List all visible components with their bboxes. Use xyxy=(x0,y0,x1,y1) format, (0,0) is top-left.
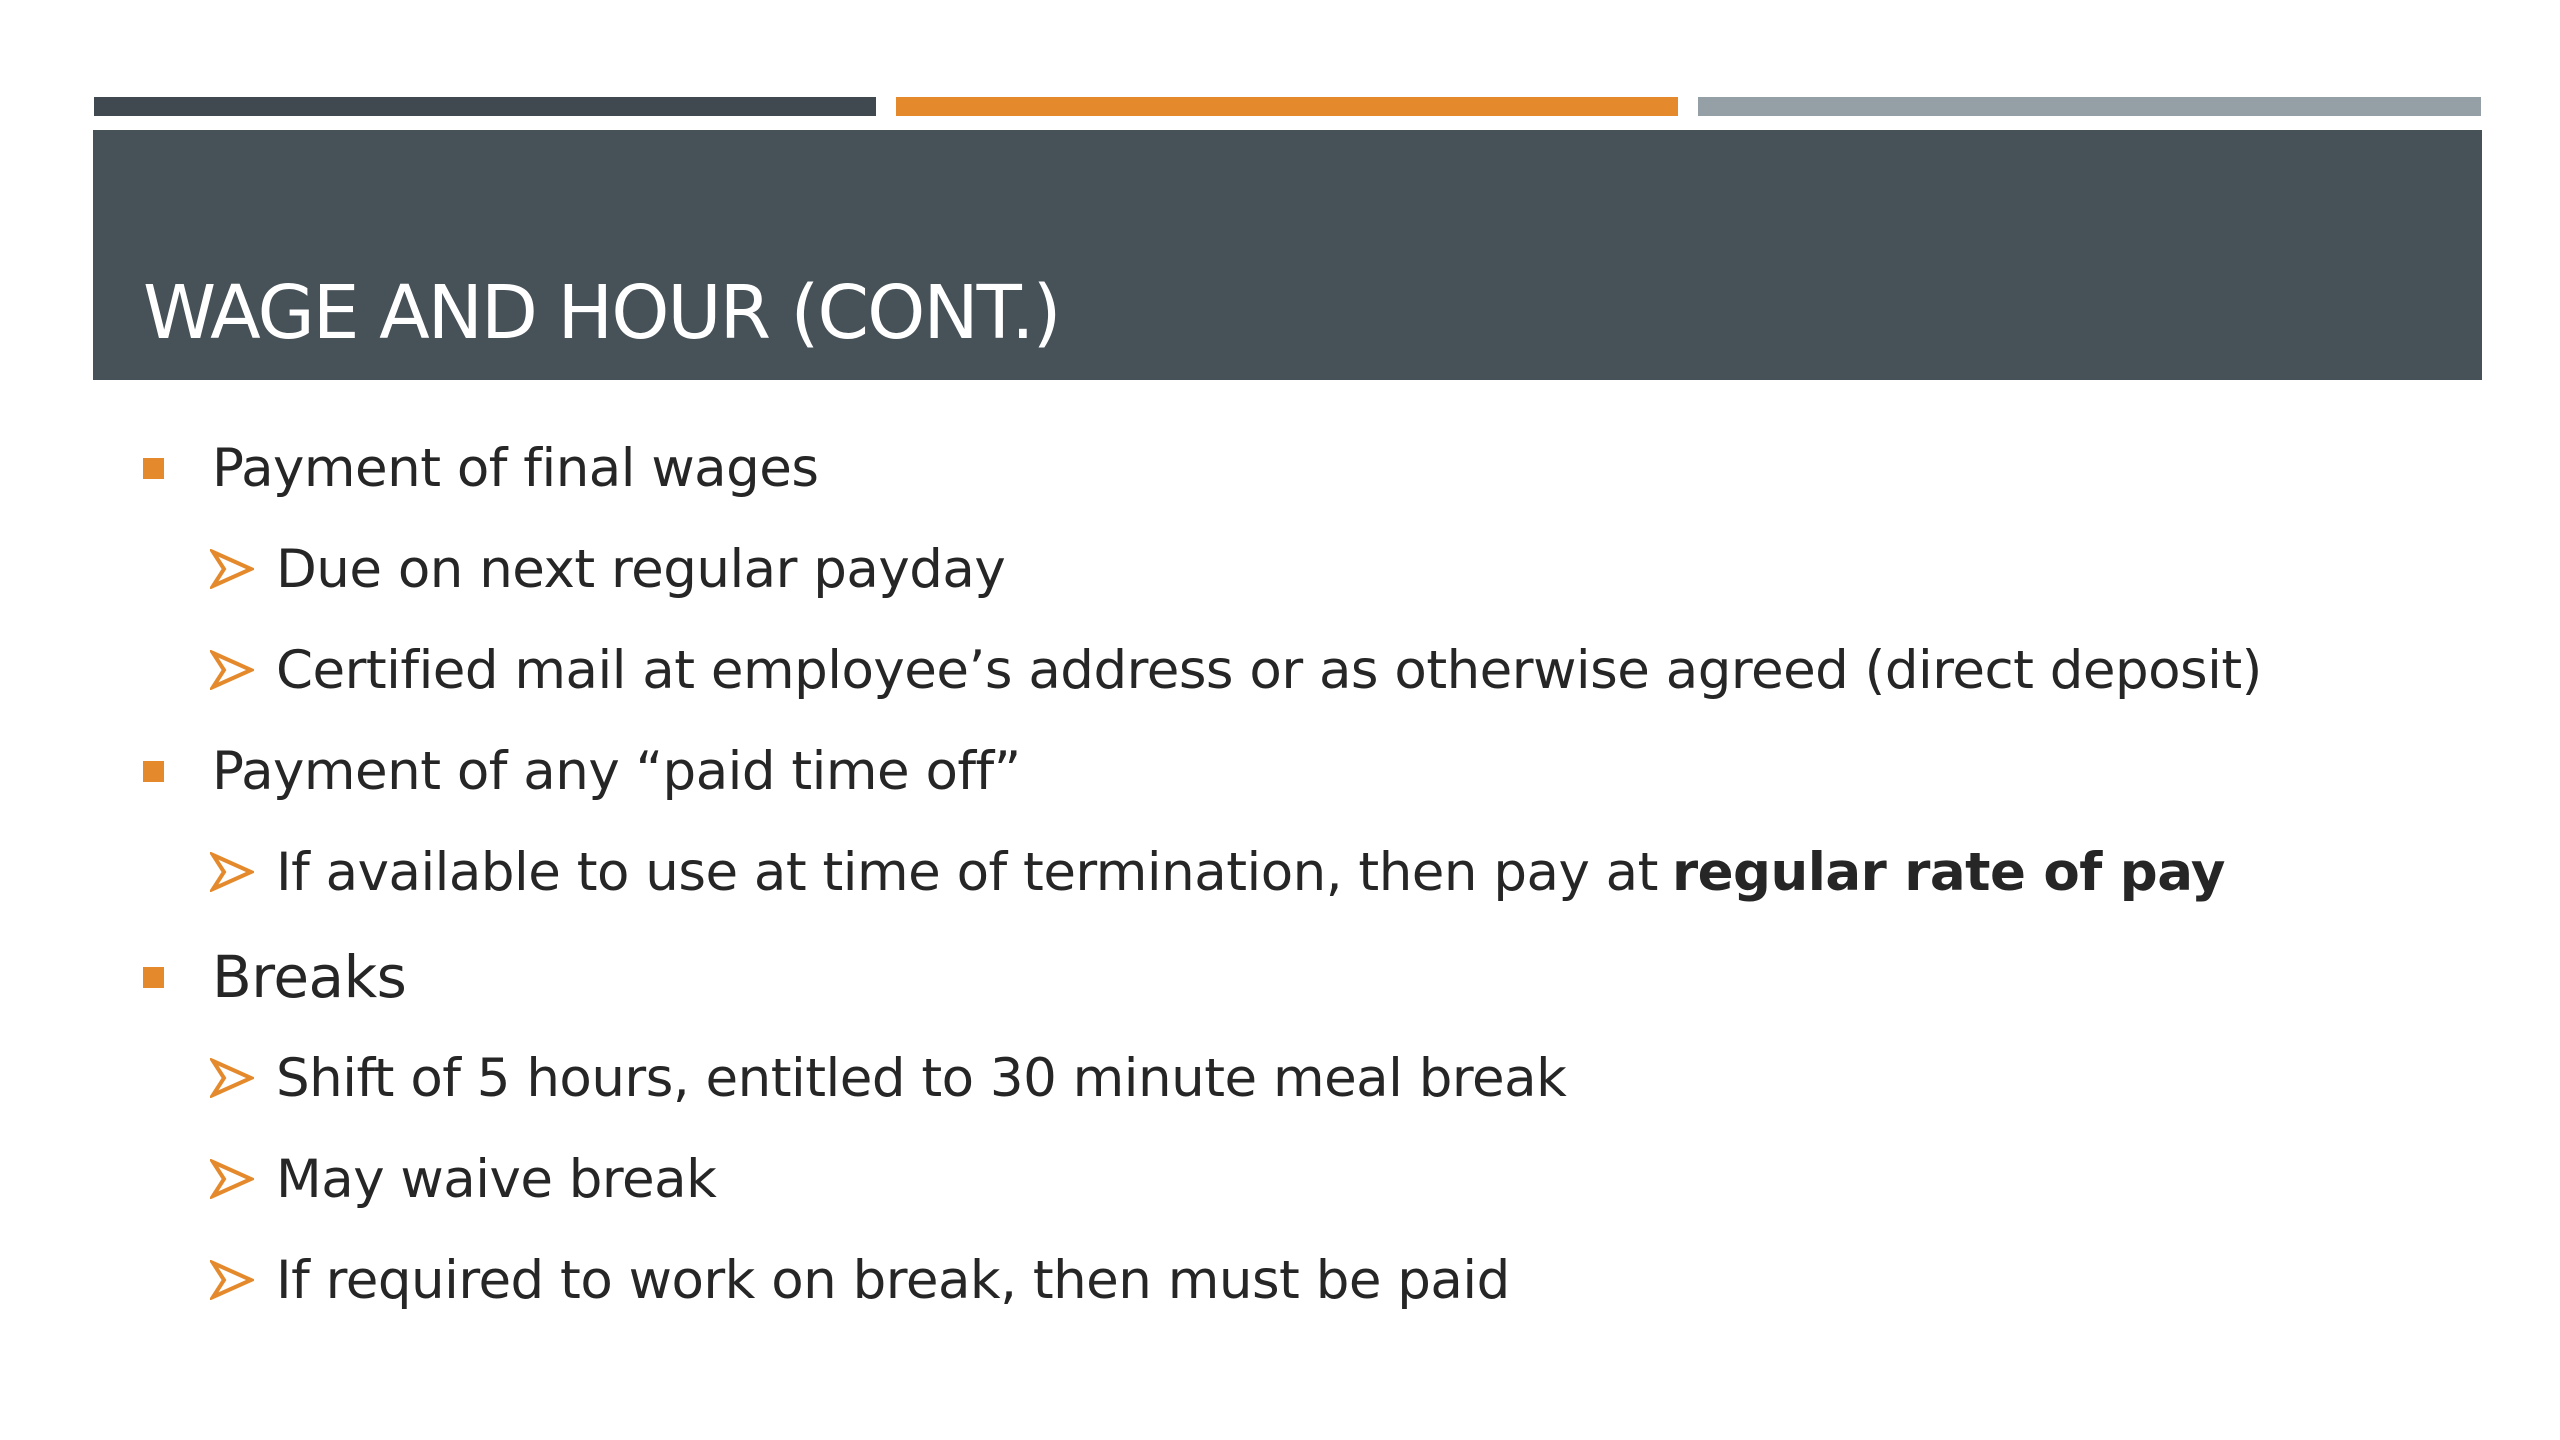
sub-bullet-item xyxy=(210,1038,1566,1118)
sub-bullet-text: May waive break xyxy=(276,1148,717,1210)
sub-bullet-text: Due on next regular payday xyxy=(276,538,1006,600)
arrow-bullet-icon xyxy=(210,1159,254,1199)
sub-bullet-item xyxy=(210,832,2225,912)
sub-bullet-text: Certified mail at employee’s address or as otherwise agreed (direct deposit) xyxy=(276,639,2262,701)
bold-phrase: regular rate of pay xyxy=(1671,841,2225,903)
arrow-bullet-icon xyxy=(210,852,254,892)
sub-bullet-text: If available to use at time of termination, then pay at xyxy=(276,841,1658,903)
arrow-bullet-icon xyxy=(210,549,254,589)
bullet-text: Breaks xyxy=(212,943,407,1011)
sub-bullet-item xyxy=(210,529,1005,609)
square-bullet-icon xyxy=(143,761,164,782)
arrow-bullet-icon xyxy=(210,1260,254,1300)
sub-bullet-item xyxy=(210,1240,1510,1320)
arrow-bullet-icon xyxy=(210,650,254,690)
sub-bullet-item xyxy=(210,630,2262,710)
arrow-bullet-icon xyxy=(210,1058,254,1098)
square-bullet-icon xyxy=(143,458,164,479)
square-bullet-icon xyxy=(143,967,164,988)
sub-bullet-text: If required to work on break, then must be paid xyxy=(276,1249,1510,1311)
bullet-item xyxy=(143,428,819,508)
bullet-item xyxy=(143,937,406,1017)
slide-title: WAGE AND HOUR (CONT.) xyxy=(143,270,1060,356)
sub-bullet-text: Shift of 5 hours, entitled to 30 minute meal break xyxy=(276,1047,1567,1109)
bullet-text: Payment of final wages xyxy=(212,437,819,499)
sub-bullet-item xyxy=(210,1139,716,1219)
bullet-item xyxy=(143,731,1021,811)
bullet-text: Payment of any “paid time off” xyxy=(212,740,1021,802)
